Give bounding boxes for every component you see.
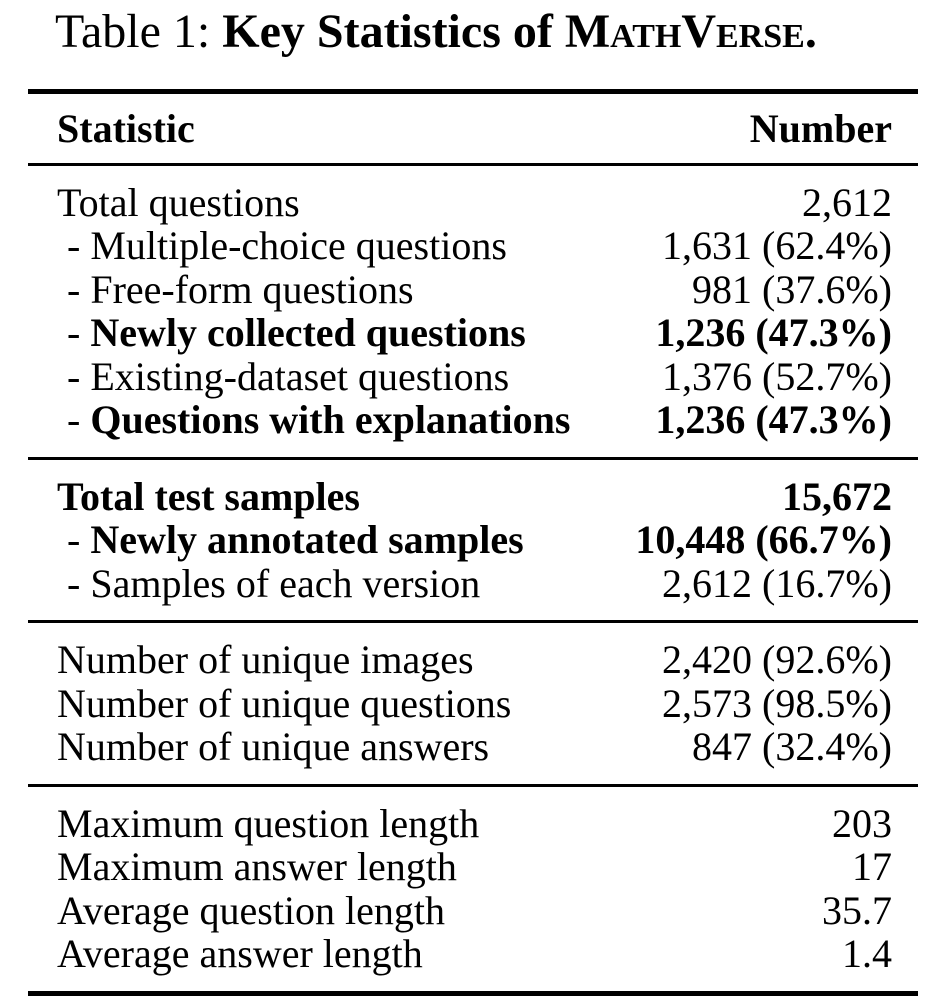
stat-label: - Existing-dataset questions — [67, 353, 510, 399]
section-questions — [28, 166, 918, 460]
stat-row-samples-each-version — [57, 562, 892, 606]
stat-row-existing-dataset — [57, 355, 892, 399]
stat-label: Average answer length — [57, 931, 423, 976]
stat-label: - Questions with explanations — [67, 397, 571, 442]
stat-value: 2,420 (92.6%) — [662, 637, 892, 682]
stat-value: 2,573 (98.5%) — [662, 680, 892, 726]
stat-row-max-answer-length — [57, 845, 892, 889]
stat-row-avg-question-length — [57, 889, 892, 933]
stat-value: 2,612 (16.7%) — [662, 560, 892, 606]
stat-value: 2,612 — [802, 179, 892, 225]
stat-row-newly-annotated — [57, 518, 892, 562]
stat-label: - Newly annotated samples — [67, 517, 524, 562]
stat-value: 1,236 (47.3%) — [655, 397, 892, 442]
section-uniqueness — [28, 623, 918, 787]
stat-label: Total test samples — [57, 473, 360, 519]
stat-value: 17 — [852, 844, 892, 889]
stat-label: - Samples of each version — [67, 560, 481, 606]
stat-value: 1,376 (52.7%) — [662, 353, 892, 399]
stat-label: Maximum question length — [57, 800, 480, 846]
stat-label: Average question length — [57, 887, 446, 933]
stat-row-free-form — [57, 268, 892, 312]
header-statistic-label: Statistic — [57, 106, 195, 151]
stat-value: 1,236 (47.3%) — [655, 310, 892, 355]
stat-label: - Newly collected questions — [67, 310, 526, 355]
stat-row-multiple-choice — [57, 224, 892, 268]
stat-value: 35.7 — [822, 887, 892, 933]
stat-value: 15,672 — [782, 473, 892, 519]
paper-page — [0, 4, 937, 997]
stat-label: Maximum answer length — [57, 844, 457, 889]
caption-brand-name: MathVerse — [564, 5, 805, 58]
caption-emphasis: Key Statistics of — [222, 5, 565, 58]
section-lengths — [28, 787, 918, 991]
stat-label: Number of unique questions — [57, 680, 512, 726]
stat-row-avg-answer-length — [57, 932, 892, 976]
stat-value: 10,448 (66.7%) — [635, 517, 892, 562]
table-caption — [55, 4, 937, 59]
stat-value: 1,631 (62.4%) — [662, 223, 892, 268]
stat-label: Total questions — [57, 179, 300, 225]
stat-value: 981 (37.6%) — [692, 266, 892, 312]
stat-value: 847 (32.4%) — [692, 724, 892, 769]
stat-row-max-question-length — [57, 802, 892, 846]
table-header-row — [28, 94, 918, 166]
caption-period: . — [804, 5, 817, 58]
statistics-table — [28, 89, 918, 996]
stat-value: 1.4 — [842, 931, 892, 976]
stat-row-unique-questions — [57, 682, 892, 726]
section-test-samples — [28, 460, 918, 624]
stat-label: Number of unique answers — [57, 724, 490, 769]
stat-row-with-explanations — [57, 398, 892, 442]
stat-label: Number of unique images — [57, 637, 474, 682]
stat-row-unique-images — [57, 638, 892, 682]
stat-row-newly-collected — [57, 311, 892, 355]
stat-value: 203 — [832, 800, 892, 846]
stat-label: - Free-form questions — [67, 266, 414, 312]
stat-label: - Multiple-choice questions — [67, 223, 507, 268]
stat-row-total-questions — [57, 181, 892, 225]
stat-row-total-test-samples — [57, 475, 892, 519]
caption-prefix: Table 1: — [55, 5, 223, 58]
header-number-label: Number — [749, 106, 892, 151]
stat-row-unique-answers — [57, 725, 892, 769]
